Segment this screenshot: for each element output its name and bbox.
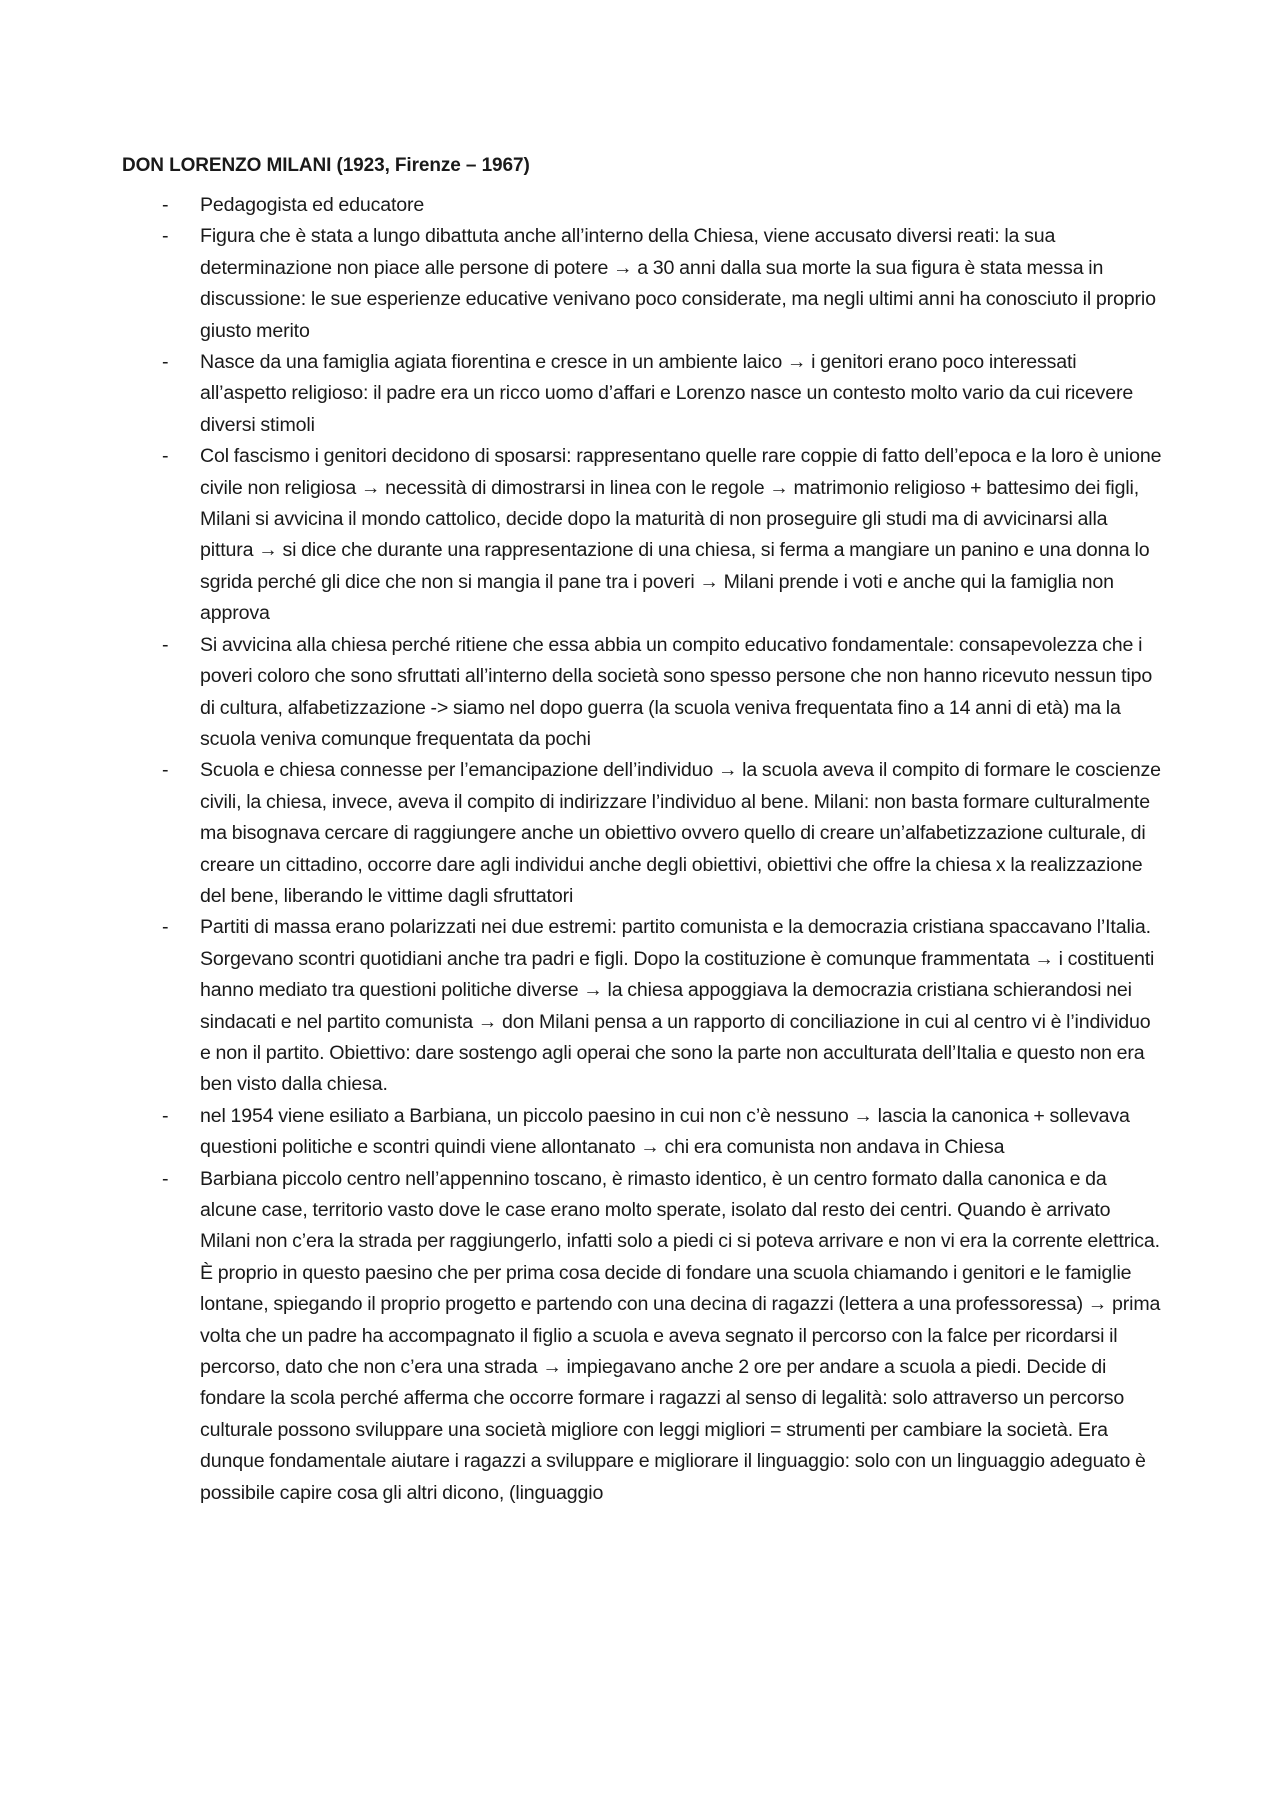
list-item-text: Scuola e chiesa connesse per l’emancipazione dell’individuo → la scuola aveva il compito di formare le coscienze civili, la chiesa, invece, aveva il compito di indirizzare l’individuo al bene. Milani: non basta formare culturalmente ma bisognava cercare di raggiungere anche un obiettivo ovvero quello di creare un’alfabetizzazione culturale, di creare un cittadino, occorre dare agli individui anche degli obiettivi, obiettivi che offre la chiesa x la realizzazione del bene, liberando le vittime dagli sfruttatori xyxy=(200,759,1161,907)
bullet-dash: - xyxy=(162,633,169,656)
list-item-text: Nasce da una famiglia agiata fiorentina e cresce in un ambiente laico → i genitori erano poco interessati all’aspetto religioso: il padre era un ricco uomo d’affari e Lorenzo nasce un contesto molto vario da cui ricevere diversi stimoli xyxy=(200,351,1134,436)
list-item xyxy=(122,1164,1162,1509)
bullet-dash: - xyxy=(162,916,169,939)
list-item xyxy=(122,221,1162,347)
list-item-text: Si avvicina alla chiesa perché ritiene che essa abbia un compito educativo fondamentale: consapevolezza che i poveri coloro che sono sfruttati all’interno della società sono spesso persone che non hanno ricevuto nessun tipo di cultura, alfabetizzazione -> siamo nel dopo guerra (la scuola veniva frequentata fino a 14 anni di età) ma la scuola veniva comunque frequentata da pochi xyxy=(200,633,1153,750)
bullet-dash: - xyxy=(162,351,169,374)
list-item-text: Pedagogista ed educatore xyxy=(200,194,425,216)
list-item-text: Col fascismo i genitori decidono di sposarsi: rappresentano quelle rare coppie di fatto dell’epoca e la loro è unione civile non religiosa → necessità di dimostrarsi in linea con le regole → matrimonio religioso + battesimo dei figli, Milani si avvicina il mondo cattolico, decide dopo la maturità di non proseguire gli studi ma di avvicinarsi alla pittura → si dice che durante una rappresentazione di una chiesa, si ferma a mangiare un panino e una donna lo sgrida perché gli dice che non si mangia il pane tra i poveri → Milani prende i voti e anche qui la famiglia non approva xyxy=(200,445,1162,625)
list-item xyxy=(122,1101,1162,1164)
document-page xyxy=(122,154,1162,1509)
list-item xyxy=(122,755,1162,912)
document-title: DON LORENZO MILANI (1923, Firenze – 1967) xyxy=(122,155,530,176)
bullet-dash: - xyxy=(162,1104,169,1127)
list-item-text: nel 1954 viene esiliato a Barbiana, un piccolo paesino in cui non c’è nessuno → lascia la canonica + sollevava questioni politiche e scontri quindi viene allontanato → chi era comunista non andava in Chiesa xyxy=(200,1104,1130,1159)
list-item xyxy=(122,630,1162,756)
list-item xyxy=(122,912,1162,1100)
list-item-text: Figura che è stata a lungo dibattuta anche all’interno della Chiesa, viene accusato diversi reati: la sua determinazione non piace alle persone di potere → a 30 anni dalla sua morte la sua figura è stata messa in discussione: le sue esperienze educative venivano poco considerate, ma negli ultimi anni ha conosciuto il proprio giusto merito xyxy=(200,225,1156,342)
notes-list xyxy=(122,190,1162,1509)
bullet-dash: - xyxy=(162,1167,169,1190)
list-item xyxy=(122,347,1162,441)
bullet-dash: - xyxy=(162,759,169,782)
bullet-dash: - xyxy=(162,194,169,216)
list-item-text: Partiti di massa erano polarizzati nei due estremi: partito comunista e la democrazia cristiana spaccavano l’Italia. Sorgevano scontri quotidiani anche tra padri e figli. Dopo la costituzione è comunque frammentata → i costituenti hanno mediato tra questioni politiche diverse → la chiesa appoggiava la democrazia cristiana schierandosi nei sindacati e nel partito comunista → don Milani pensa a un rapporto di conciliazione in cui al centro vi è l’individuo e non il partito. Obiettivo: dare sostengo agli operai che sono la parte non acculturata dell’Italia e questo non era ben visto dalla chiesa. xyxy=(200,916,1155,1096)
bullet-dash: - xyxy=(162,225,169,248)
list-item xyxy=(122,441,1162,629)
bullet-dash: - xyxy=(162,445,169,468)
list-item xyxy=(122,190,1162,221)
list-item-text: Barbiana piccolo centro nell’appennino toscano, è rimasto identico, è un centro formato dalla canonica e da alcune case, territorio vasto dove le case erano molto sperate, isolato dal resto dei centri. Quando è arrivato Milani non c’era la strada per raggiungerlo, infatti solo a piedi ci si poteva arrivare e non vi era la corrente elettrica. È proprio in questo paesino che per prima cosa decide di fondare una scuola chiamando i genitori e le famiglie lontane, spiegando il proprio progetto e partendo con una decina di ragazzi (lettera a una professoressa) → prima volta che un padre ha accompagnato il figlio a scuola e aveva segnato il percorso con la falce per ricordarsi il percorso, dato che non c’era una strada → impiegavano anche 2 ore per andare a scuola a piedi. Decide di fondare la scola perché afferma che occorre formare i ragazzi al senso di legalità: solo attraverso un percorso culturale possono sviluppare una società migliore con leggi migliori = strumenti per cambiare la società. Era dunque fondamentale aiutare i ragazzi a sviluppare e migliorare il linguaggio: solo con un linguaggio adeguato è possibile capire cosa gli altri dicono, (linguaggio xyxy=(200,1167,1161,1504)
